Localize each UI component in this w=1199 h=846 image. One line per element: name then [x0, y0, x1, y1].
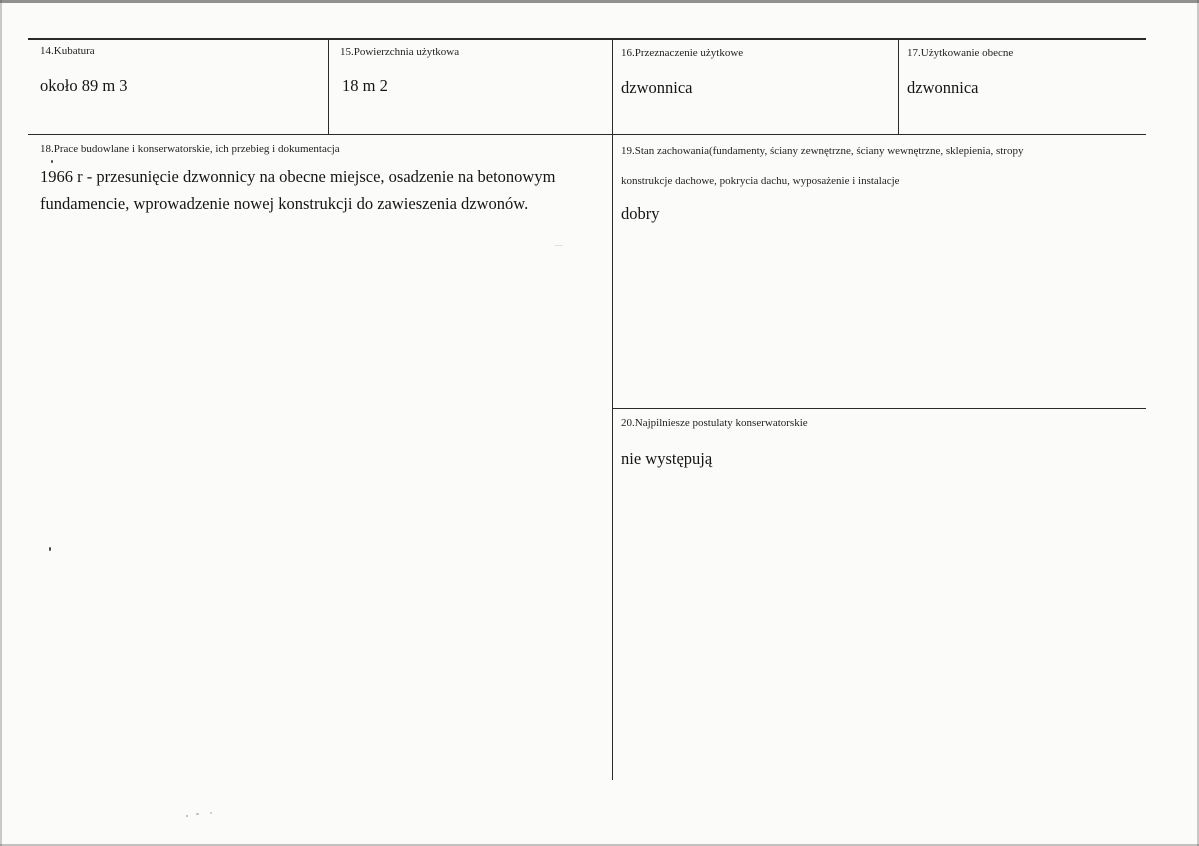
- scan-speck: [51, 160, 53, 163]
- field-15-value: 18 m 2: [342, 76, 388, 95]
- scan-speck: [210, 812, 212, 814]
- field-19-value: dobry: [621, 204, 660, 223]
- row-divider-2: [612, 408, 1146, 409]
- field-19-label-line-1: 19.Stan zachowania(fundamenty, ściany zewnętrzne, ściany wewnętrzne, sklepienia, stropy: [621, 145, 1024, 157]
- scan-edge-left: [0, 0, 2, 846]
- field-18-line-2: fundamencie, wprowadzenie nowej konstrukcji do zawieszenia dzwonów.: [40, 194, 529, 213]
- col-divider-1: [328, 38, 329, 134]
- field-14-label: 14.Kubatura: [40, 45, 95, 57]
- field-18-label: 18.Prace budowlane i konserwatorskie, ich przebieg i dokumentacja: [40, 143, 340, 155]
- col-divider-3: [898, 38, 899, 134]
- col-divider-2: [612, 38, 613, 780]
- scan-speck: [186, 815, 188, 817]
- field-20-label: 20.Najpilniesze postulaty konserwatorskie: [621, 417, 808, 429]
- field-17-value: dzwonnica: [907, 78, 979, 97]
- field-18-text: [40, 163, 555, 217]
- scan-speck: [196, 813, 199, 815]
- scan-speck: [555, 245, 563, 246]
- field-16-value: dzwonnica: [621, 78, 693, 97]
- field-15-label: 15.Powierzchnia użytkowa: [340, 46, 460, 58]
- row-top-rule: [28, 38, 1146, 40]
- row-divider-1: [28, 134, 1146, 135]
- scan-speck: [49, 547, 51, 551]
- field-14-value: około 89 m 3: [40, 76, 128, 95]
- field-16-label: 16.Przeznaczenie użytkowe: [621, 47, 744, 59]
- field-18-line-1: 1966 r - przesunięcie dzwonnicy na obecne miejsce, osadzenie na betonowym: [40, 167, 556, 186]
- scan-edge-top: [0, 0, 1199, 3]
- field-19-label-line-2: konstrukcje dachowe, pokrycia dachu, wyposażenie i instalacje: [621, 175, 900, 187]
- field-17-label: 17.Użytkowanie obecne: [907, 47, 1014, 59]
- field-20-value: nie występują: [621, 449, 713, 468]
